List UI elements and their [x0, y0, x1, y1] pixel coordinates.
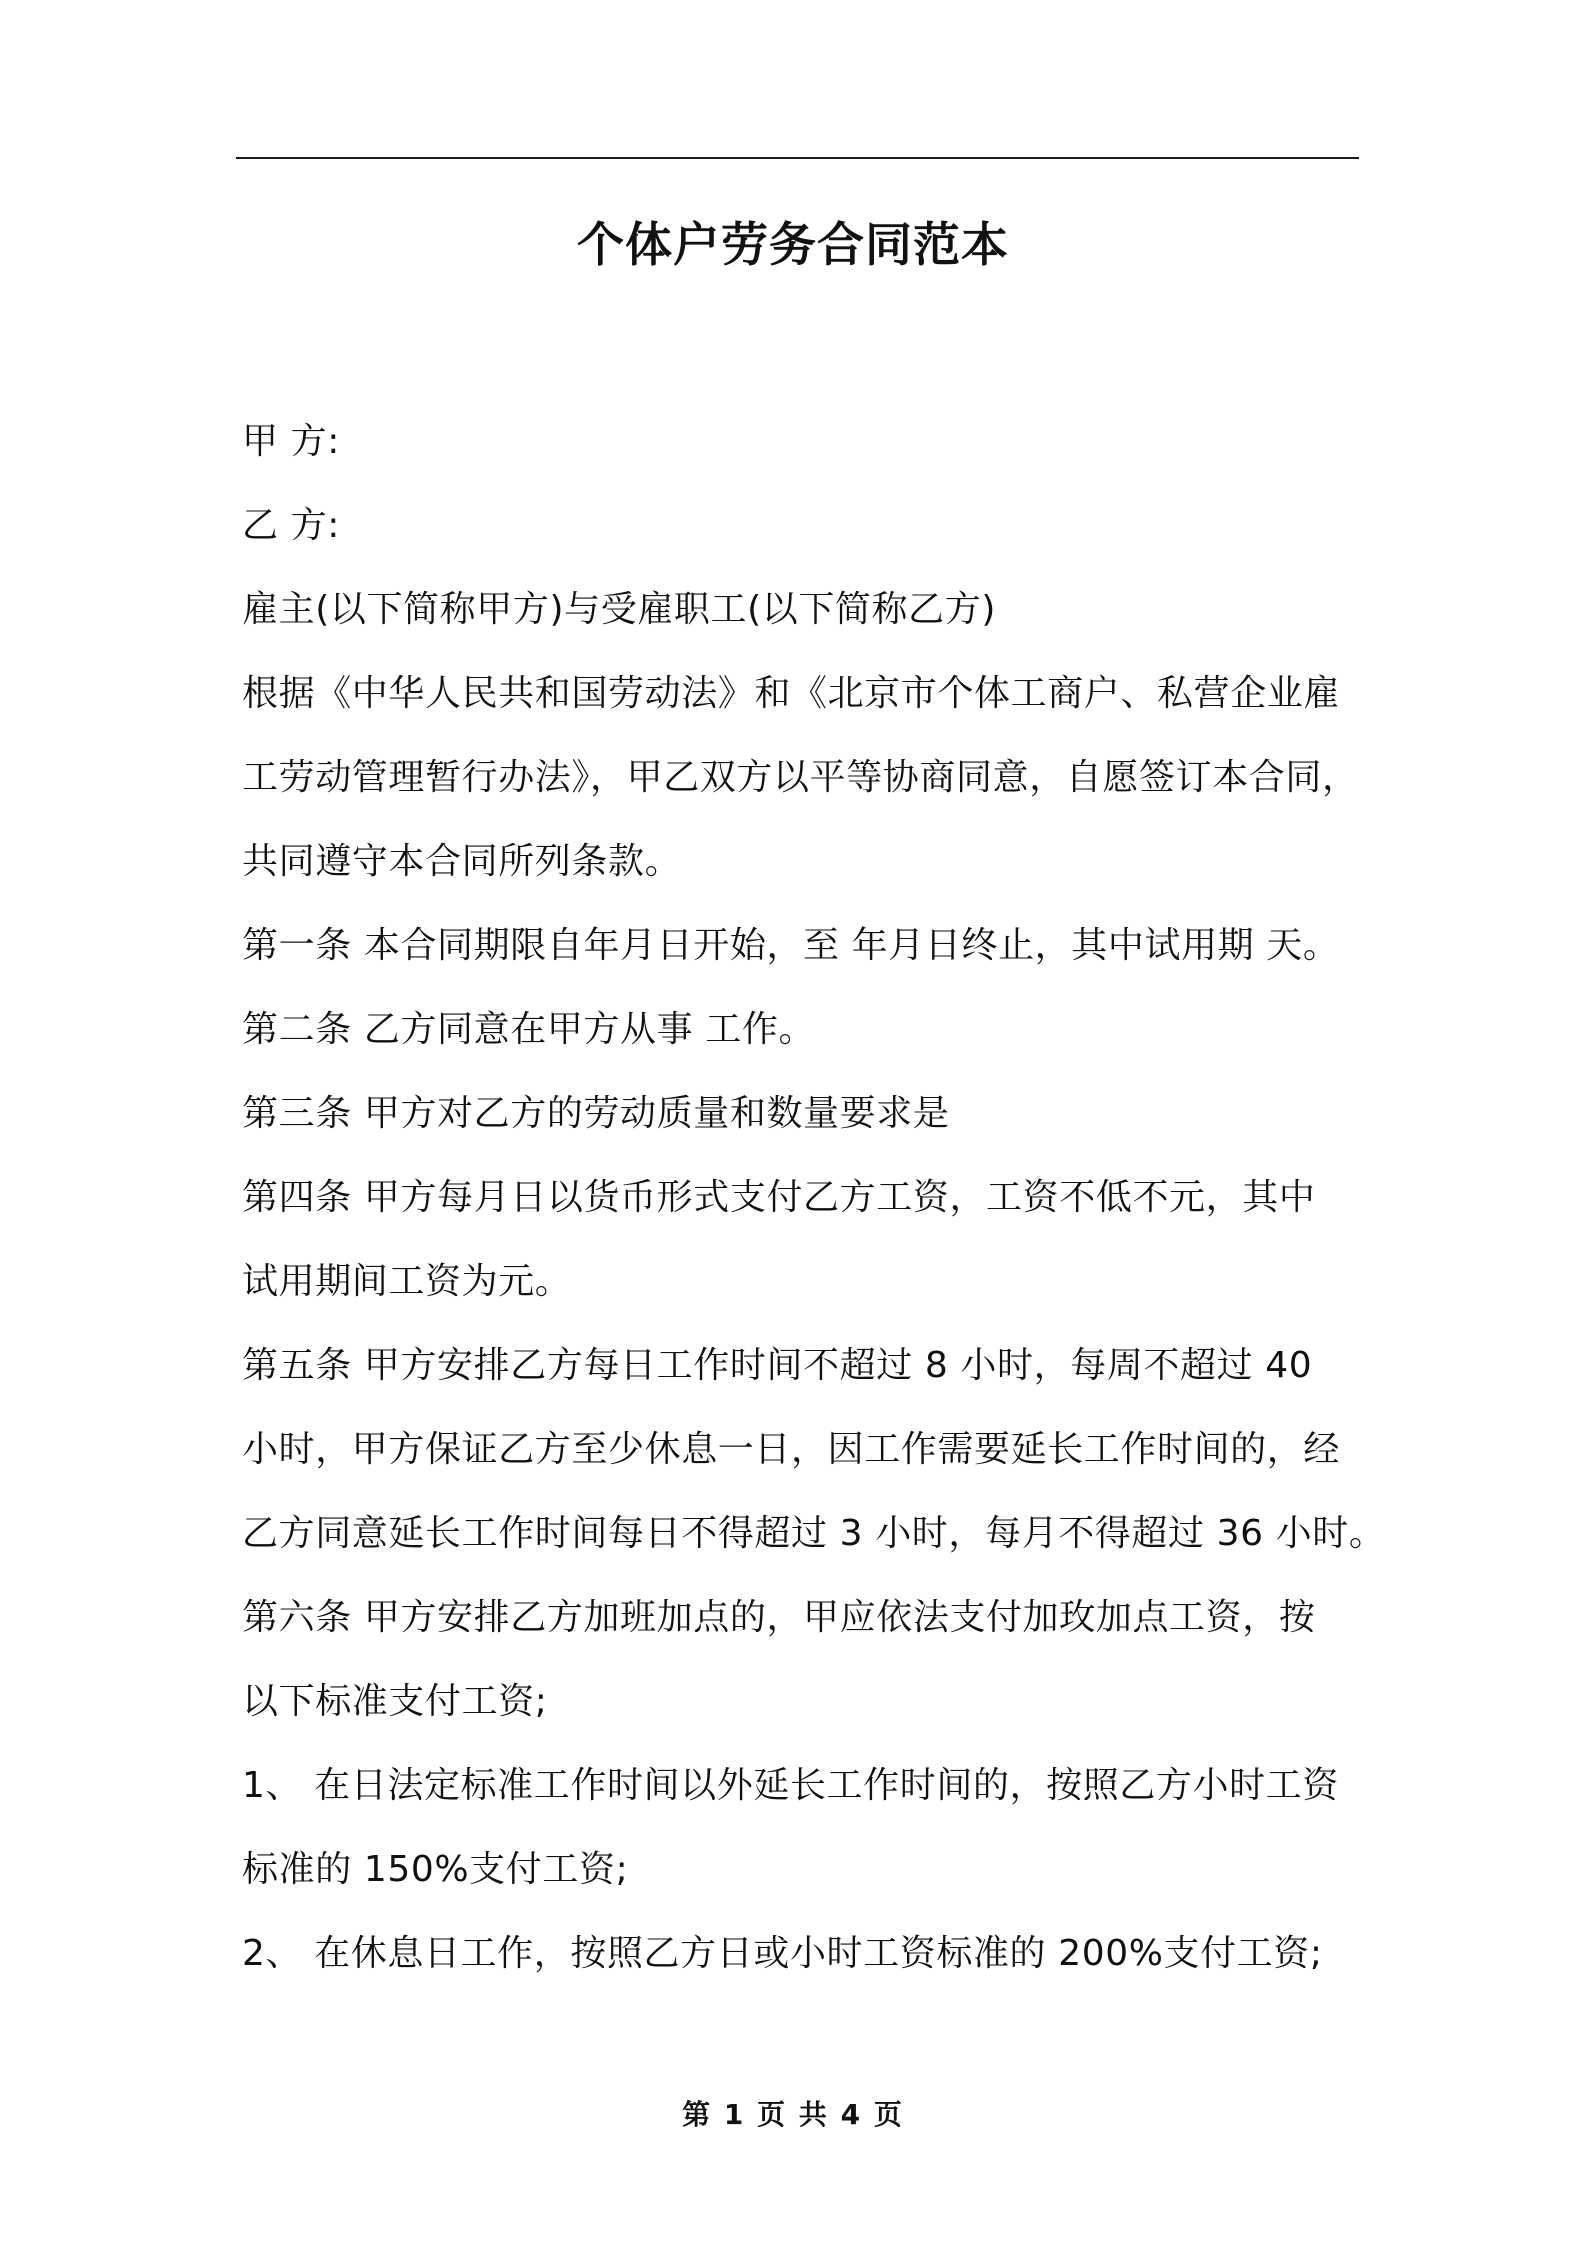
text-line: 小时，甲方保证乙方至少休息一日，因工作需要延长工作时间的，经 — [242, 1429, 1341, 1470]
text-line: 甲 方: — [242, 421, 340, 462]
text-line: 第三条 甲方对乙方的劳动质量和数量要求是 — [242, 1093, 950, 1134]
text-line: 第一条 本合同期限自年月日开始，至 年月日终止，其中试用期 天。 — [242, 925, 1340, 966]
text-line: 乙方同意延长工作时间每日不得超过 3 小时，每月不得超过 36 小时。 — [242, 1513, 1386, 1554]
document-title: 个体户劳务合同范本 — [577, 218, 1009, 273]
text-line: 1、 在日法定标准工作时间以外延长工作时间的，按照乙方小时工资 — [242, 1765, 1339, 1806]
text-line: 乙 方: — [242, 505, 340, 546]
document-body — [242, 400, 1386, 2000]
header-rule — [236, 157, 1359, 159]
page-footer: 第 1 页 共 4 页 — [682, 2098, 904, 2131]
text-line: 第二条 乙方同意在甲方从事 工作。 — [242, 1009, 816, 1050]
text-line: 工劳动管理暂行办法》，甲乙双方以平等协商同意，自愿签订本合同， — [242, 757, 1359, 798]
text-line: 标准的 150%支付工资; — [242, 1849, 629, 1890]
text-line: 根据《中华人民共和国劳动法》和《北京市个体工商户、私营企业雇 — [242, 673, 1341, 714]
text-line: 共同遵守本合同所列条款。 — [242, 841, 682, 882]
text-line: 2、 在休息日工作，按照乙方日或小时工资标准的 200%支付工资; — [242, 1933, 1323, 1974]
text-line: 第四条 甲方每月日以货币形式支付乙方工资，工资不低不元，其中 — [242, 1177, 1316, 1218]
text-line: 第五条 甲方安排乙方每日工作时间不超过 8 小时，每周不超过 40 — [242, 1345, 1313, 1386]
text-line: 以下标准支付工资; — [242, 1681, 548, 1722]
text-line: 第六条 甲方安排乙方加班加点的，甲应依法支付加玫加点工资，按 — [242, 1597, 1316, 1638]
text-line: 试用期间工资为元。 — [242, 1261, 572, 1302]
text-line: 雇主(以下简称甲方)与受雇职工(以下简称乙方) — [242, 589, 996, 630]
